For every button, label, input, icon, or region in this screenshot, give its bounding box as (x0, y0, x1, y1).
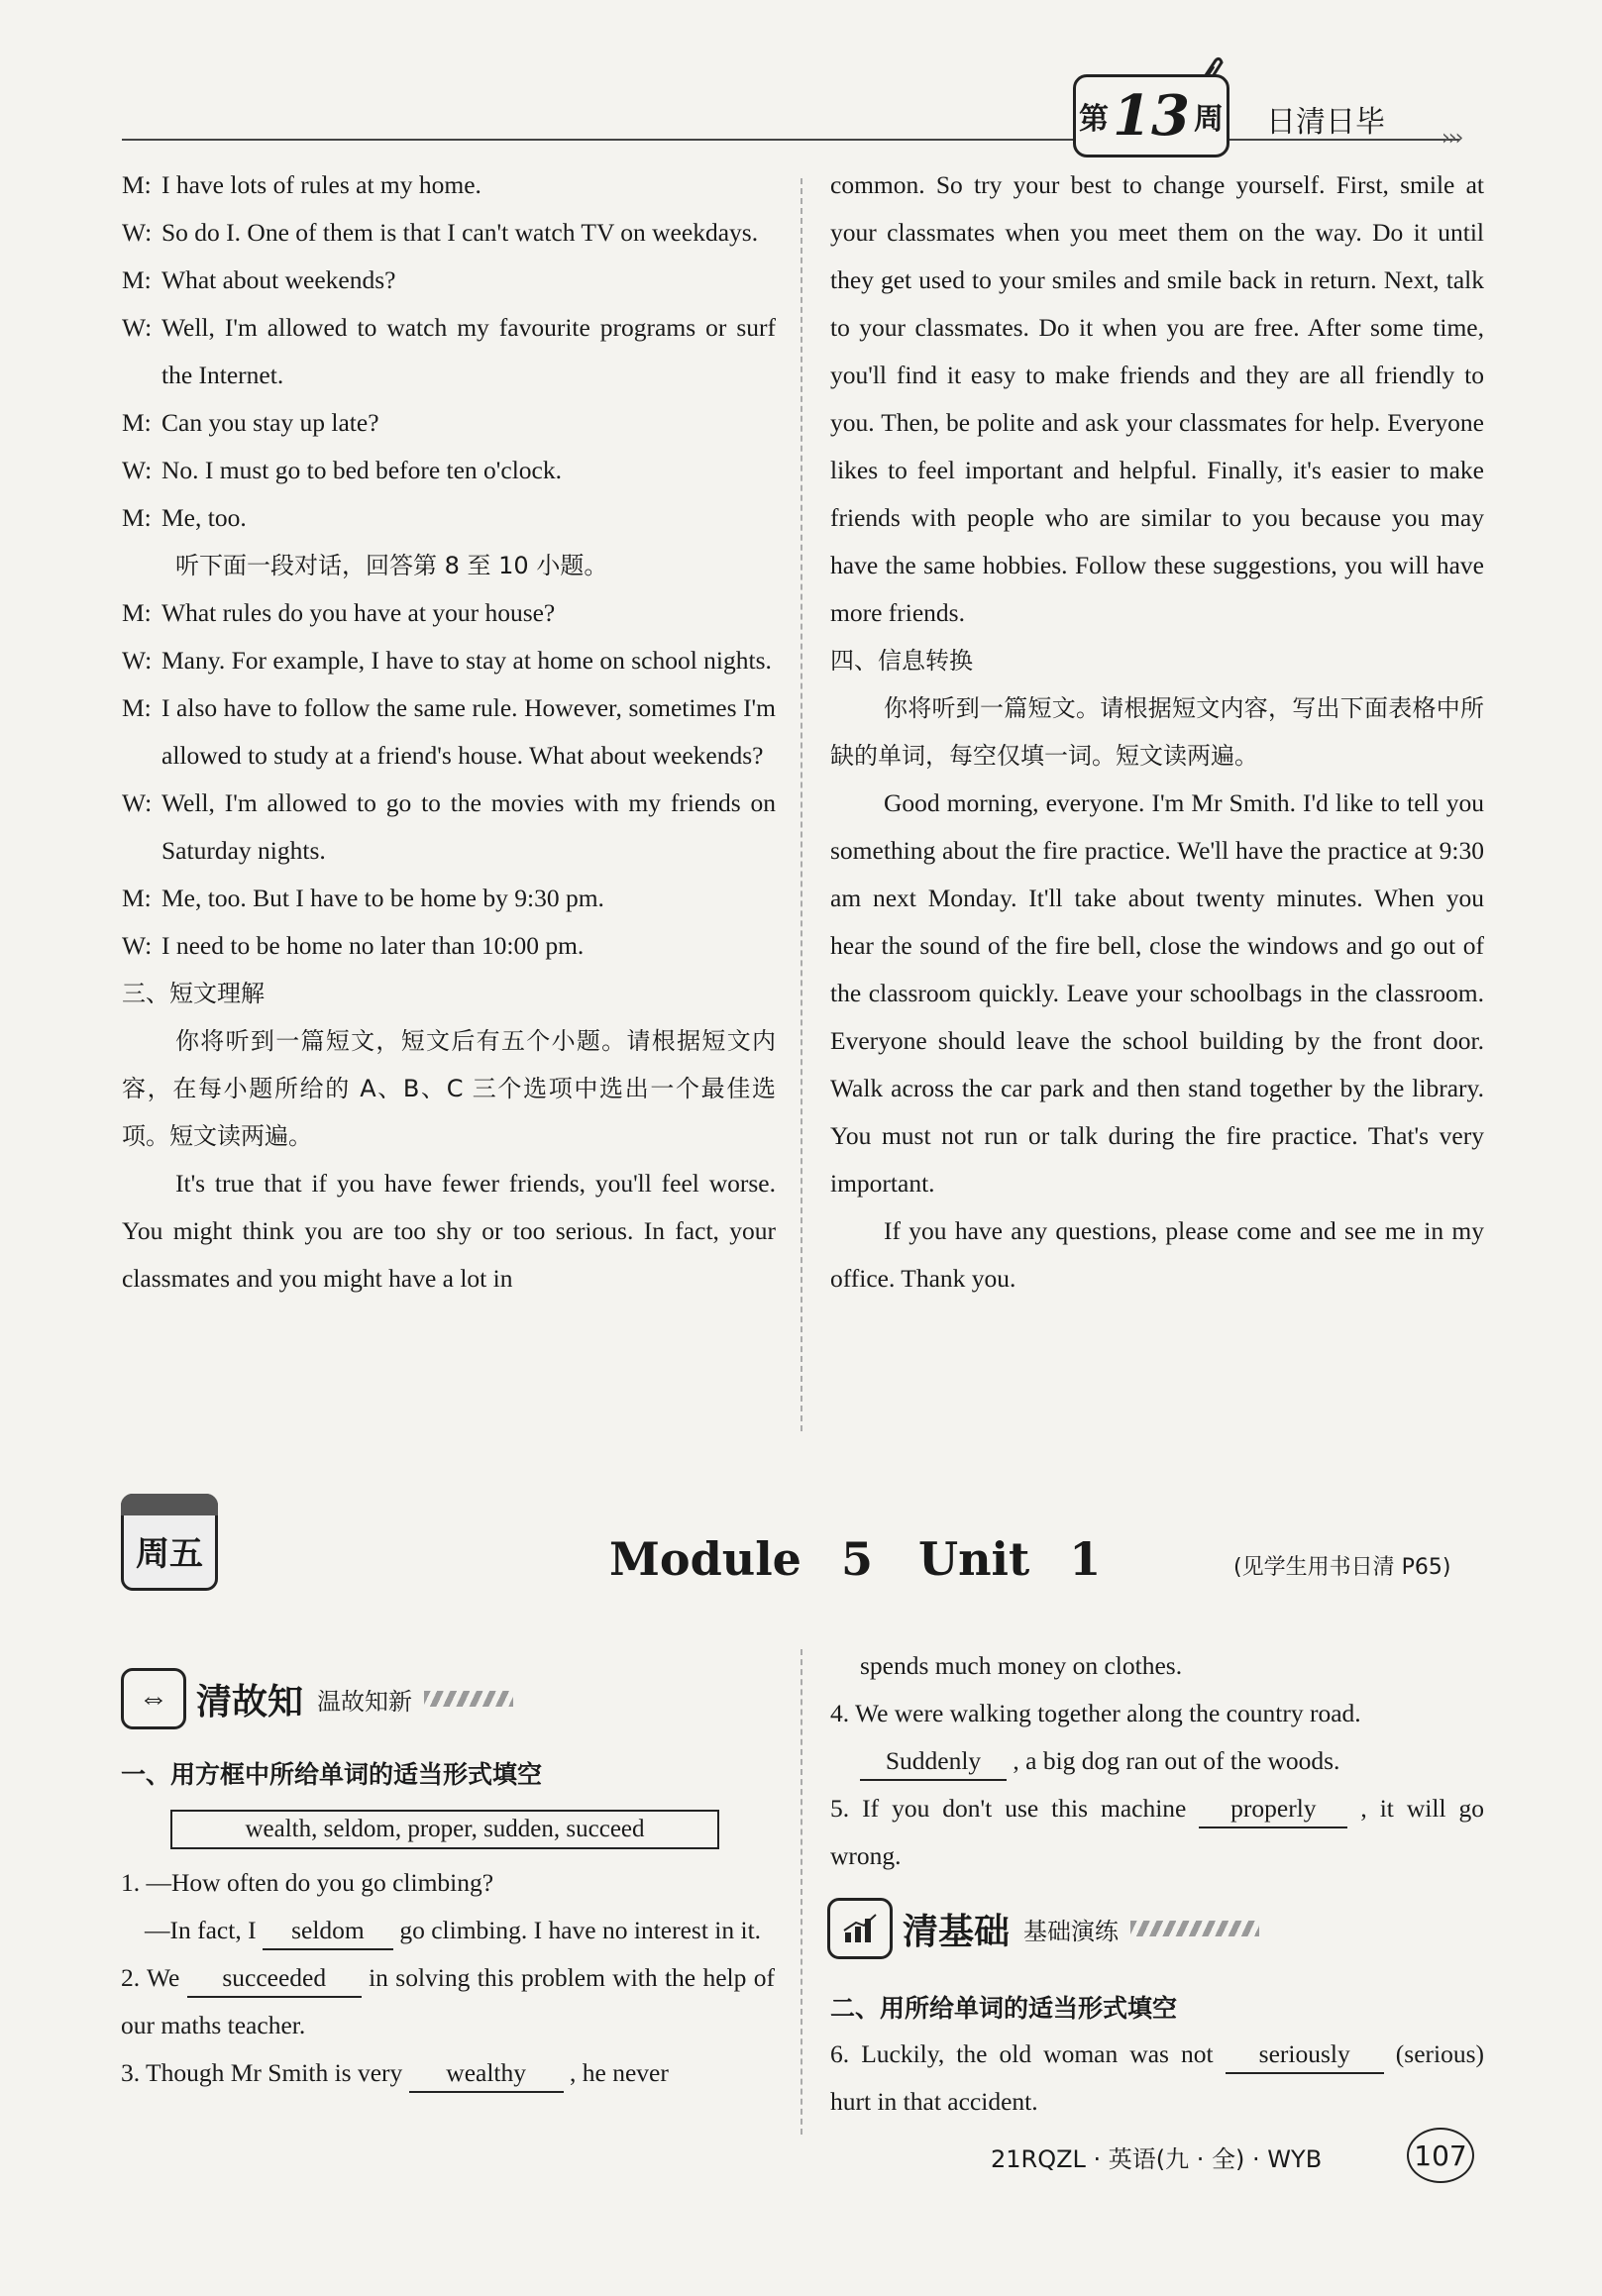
speaker-label: M: (122, 884, 152, 912)
dialogue-line (122, 447, 776, 494)
q1-post: go climbing. I have no interest in it. (399, 1916, 762, 1944)
q6-pre: 6. Luckily, the old woman was not (830, 2039, 1214, 2068)
speaker-label: M: (122, 693, 152, 722)
q5-post: , it will go wrong. (830, 1794, 1485, 1870)
week-badge (1073, 74, 1229, 157)
passage-start: It's true that if you have fewer friends, you'll feel worse. You might think you are too shy or too serious. In fact, your classmates and you might have a lot in (122, 1169, 776, 1293)
q6-answer: seriously (1226, 2036, 1384, 2074)
speaker-label: M: (122, 265, 152, 294)
basics-banner-subtitle: 基础演练 (1023, 1917, 1120, 1945)
q4-answer: Suddenly (860, 1743, 1007, 1781)
basics-banner-title: 清基础 (903, 1911, 1011, 1952)
dialogue-line (122, 637, 776, 684)
dialogue-text: Can you stay up late? (161, 408, 379, 437)
speaker-label: M: (122, 503, 152, 532)
review-banner-subtitle: 温故知新 (317, 1687, 413, 1716)
dialogue-text: No. I must go to bed before ten o'clock. (161, 456, 562, 484)
page-number: 107 (1407, 2128, 1474, 2183)
dialogue-line (122, 780, 776, 875)
instruction-q8-10: 听下面一段对话，回答第 8 至 10 小题。 (175, 552, 608, 579)
speaker-label: W: (122, 646, 153, 675)
q5-answer: properly (1199, 1791, 1347, 1828)
q4-pre: 4. We were walking together along the country road. (830, 1699, 1361, 1727)
part-two (830, 2031, 1484, 2126)
dialogue-line (122, 684, 776, 780)
q1-response (121, 1907, 775, 1954)
q3-continued: spends much money on clothes. (860, 1651, 1183, 1680)
q1-prompt: 1. —How often do you go climbing? (121, 1868, 494, 1897)
q6 (830, 2031, 1484, 2126)
module-reference: (见学生用书日清 P65) (1233, 1555, 1451, 1580)
part-one-left (121, 1859, 775, 2097)
banner-stripes (424, 1691, 513, 1707)
section-four-instruction: 你将听到一篇短文。请根据短文内容，写出下面表格中所缺的单词，每空仅填一词。短文读两遍。 (830, 694, 1484, 770)
q1-answer: seldom (263, 1913, 393, 1950)
part-two-title: 二、用所给单词的适当形式填空 (830, 1994, 1178, 2023)
part-one-title: 一、用方框中所给单词的适当形式填空 (121, 1760, 543, 1789)
dialogue-text: What rules do you have at your house? (161, 598, 556, 627)
basics-banner (827, 1899, 1259, 1958)
header-arrows-icon: ››› (1442, 126, 1462, 151)
two-way-arrow-icon: ⇔ (121, 1668, 186, 1729)
dialogue-line (122, 875, 776, 922)
q4-post: , a big dog ran out of the woods. (1013, 1746, 1340, 1775)
q2 (121, 1954, 775, 2049)
dialogue-text: Many. For example, I have to stay at home on school nights. (161, 646, 772, 675)
left-column (122, 161, 776, 1303)
bar-chart-icon-svg (842, 1913, 878, 1944)
dialogue-line (122, 589, 776, 637)
dialogue-text: I need to be home no later than 10:00 pm. (161, 931, 585, 960)
q1-pre: —In fact, I (145, 1916, 257, 1944)
q3 (121, 2049, 775, 2097)
column-divider-lower (801, 1649, 802, 2135)
dialogue-line (122, 399, 776, 447)
speaker-label: W: (122, 313, 153, 342)
q2-post: in solving this problem with the help of our maths teacher. (121, 1963, 775, 2039)
bar-chart-icon (827, 1898, 893, 1959)
dialogue-line (122, 209, 776, 257)
section-three-title: 三、短文理解 (122, 980, 265, 1007)
review-banner (121, 1669, 513, 1728)
section-three-instruction: 你将听到一篇短文，短文后有五个小题。请根据短文内容，在每小题所给的 A、B、C 三个选项中选出一个最佳选项。短文读两遍。 (122, 1027, 776, 1150)
q4 (830, 1690, 1484, 1785)
dialogue-text: I have lots of rules at my home. (161, 170, 481, 199)
dialogue-one (122, 161, 776, 542)
week-number: 13 (1113, 83, 1190, 149)
speaker-label: W: (122, 788, 153, 817)
dialogue-text: Me, too. (161, 503, 247, 532)
q6-post: (serious) hurt in that accident. (830, 2039, 1485, 2116)
day-label: 周五 (136, 1533, 203, 1574)
q3-pre: 3. Though Mr Smith is very (121, 2058, 403, 2087)
word-box: wealth, seldom, proper, sudden, succeed (170, 1810, 719, 1849)
dialogue-two (122, 589, 776, 970)
q5-pre: 5. If you don't use this machine (830, 1794, 1187, 1823)
speaker-label: M: (122, 408, 152, 437)
header-rule (122, 139, 1459, 141)
day-badge (121, 1494, 218, 1591)
footer-code: 21RQZL · 英语(九 · 全) · WYB (991, 2145, 1323, 2173)
dialogue-line (122, 161, 776, 209)
dialogue-line (122, 494, 776, 542)
section-four-title: 四、信息转换 (830, 647, 973, 675)
q2-answer: succeeded (187, 1960, 362, 1998)
dialogue-text: I also have to follow the same rule. However, sometimes I'm allowed to study at a friend's house. What about weekends? (161, 693, 776, 770)
dialogue-text: So do I. One of them is that I can't watch TV on weekdays. (161, 218, 759, 247)
q5 (830, 1785, 1484, 1880)
passage-end: common. So try your best to change yourself. First, smile at your classmates when you meet them on the way. Do it until they get used to your smiles and smile back in return. Next, talk to your classmates. Do it when you are free. After some time, you'll find it easy to make friends and they are all friendly to you. Then, be polite and ask your classmates for help. Everyone likes to feel important and helpful. Finally, it's easier to make friends with people who are similar to you because you may have the same hobbies. Follow these suggestions, you will have more friends. (830, 170, 1484, 627)
dialogue-line (122, 257, 776, 304)
speaker-label: W: (122, 218, 153, 247)
speaker-label: W: (122, 931, 153, 960)
speaker-label: W: (122, 456, 153, 484)
week-prefix: 第 (1079, 102, 1110, 137)
column-divider (801, 178, 802, 1431)
speech-paragraph-one: Good morning, everyone. I'm Mr Smith. I'd like to tell you something about the fire practice. We'll have the practice at 9:30 am next Monday. It'll take about twenty minutes. When you hear the sound of the fire bell, close the windows and go out of the classroom quickly. Leave your schoolbags in the classroom. Everyone should leave the school building by the front door. Walk across the car park and then stand together by the library. You must not run or talk during the fire practice. That's very important. (830, 788, 1484, 1198)
review-banner-title: 清故知 (196, 1681, 304, 1722)
speaker-label: M: (122, 170, 152, 199)
dialogue-text: Me, too. But I have to be home by 9:30 pm. (161, 884, 604, 912)
q3-post: , he never (570, 2058, 669, 2087)
dialogue-text: Well, I'm allowed to go to the movies with my friends on Saturday nights. (161, 788, 776, 865)
right-column (830, 161, 1484, 1303)
week-suffix: 周 (1193, 102, 1224, 137)
header-title: 日清日毕 (1266, 105, 1385, 140)
dialogue-line (122, 922, 776, 970)
speech-paragraph-two: If you have any questions, please come and see me in my office. Thank you. (830, 1216, 1484, 1293)
dialogue-text: What about weekends? (161, 265, 396, 294)
dialogue-line (122, 304, 776, 399)
part-one-right (830, 1642, 1484, 1880)
banner-stripes-2 (1130, 1921, 1259, 1936)
q2-pre: 2. We (121, 1963, 180, 1992)
q3-answer: wealthy (409, 2055, 564, 2093)
dialogue-text: Well, I'm allowed to watch my favourite programs or surf the Internet. (161, 313, 776, 389)
module-title: Module 5 Unit 1 (609, 1532, 1102, 1586)
speaker-label: M: (122, 598, 152, 627)
